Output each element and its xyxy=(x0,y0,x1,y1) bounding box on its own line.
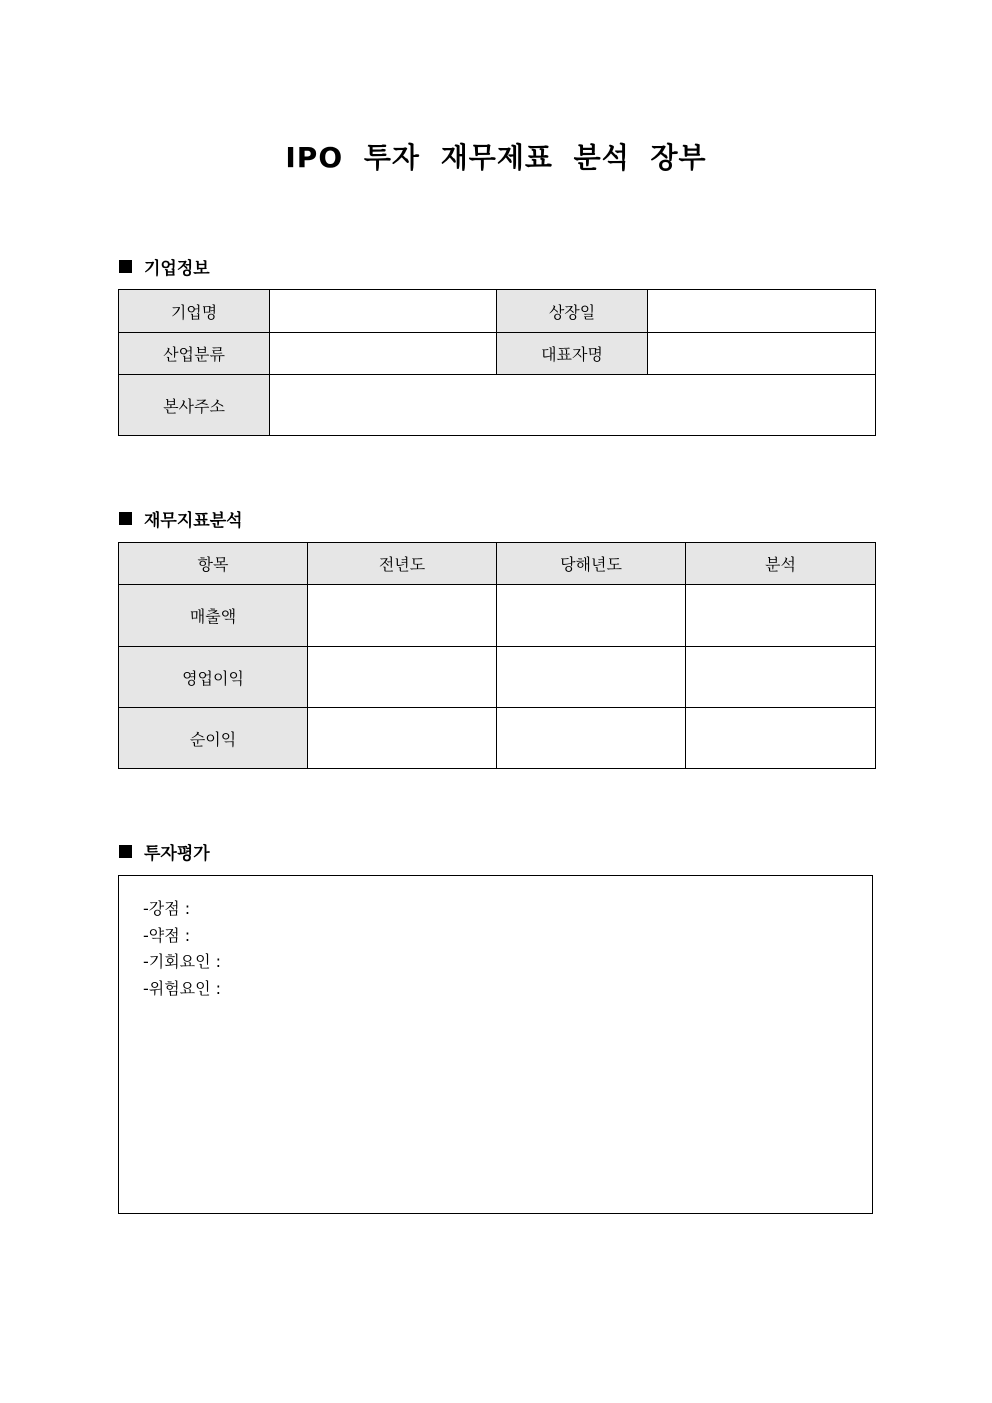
ceo-name-field[interactable] xyxy=(648,333,876,375)
net-income-analysis-cell[interactable] xyxy=(686,708,876,769)
hq-address-field[interactable] xyxy=(270,375,876,436)
financial-analysis-table xyxy=(118,542,876,769)
label-industry: 산업분류 xyxy=(119,333,270,375)
section-heading-financial-analysis xyxy=(119,506,243,531)
label-hq-address: 본사주소 xyxy=(119,375,270,436)
square-bullet-icon xyxy=(119,260,132,273)
operating-income-analysis-cell[interactable] xyxy=(686,647,876,708)
column-header: 전년도 xyxy=(308,543,497,585)
section-heading-investment-eval xyxy=(119,839,210,864)
net-income-prev-year-cell[interactable] xyxy=(308,708,497,769)
square-bullet-icon xyxy=(119,845,132,858)
section-heading-label: 투자평가 xyxy=(144,844,210,864)
label-ceo-name: 대표자명 xyxy=(497,333,648,375)
section-heading-label: 기업정보 xyxy=(144,259,210,279)
operating-income-current-year-cell[interactable] xyxy=(497,647,686,708)
label-company-name: 기업명 xyxy=(119,290,270,333)
operating-income-prev-year-cell[interactable] xyxy=(308,647,497,708)
column-header: 항목 xyxy=(119,543,308,585)
eval-line-strengths: -강점 : xyxy=(143,899,191,918)
square-bullet-icon xyxy=(119,512,132,525)
row-label-operating-income: 영업이익 xyxy=(119,647,308,708)
document-title: IPO 투자 재무제표 분석 장부 xyxy=(285,141,707,174)
net-income-current-year-cell[interactable] xyxy=(497,708,686,769)
row-label-net-income: 순이익 xyxy=(119,708,308,769)
revenue-analysis-cell[interactable] xyxy=(686,585,876,647)
company-info-table xyxy=(118,289,876,436)
column-header: 당해년도 xyxy=(497,543,686,585)
label-listing-date: 상장일 xyxy=(497,290,648,333)
company-name-field[interactable] xyxy=(270,290,497,333)
eval-line-weaknesses: -약점 : xyxy=(143,925,191,945)
revenue-current-year-cell[interactable] xyxy=(497,585,686,647)
column-header: 분석 xyxy=(686,543,876,585)
section-heading-label: 재무지표분석 xyxy=(144,511,243,531)
eval-line-risks: -위험요인 : xyxy=(143,978,222,998)
revenue-prev-year-cell[interactable] xyxy=(308,585,497,647)
eval-line-opportunities: -기회요인 : xyxy=(143,952,222,971)
row-label-revenue: 매출액 xyxy=(119,585,308,647)
listing-date-field[interactable] xyxy=(648,290,876,333)
section-heading-company-info xyxy=(119,254,210,279)
investment-eval-box[interactable] xyxy=(118,875,873,1214)
industry-field[interactable] xyxy=(270,333,497,375)
